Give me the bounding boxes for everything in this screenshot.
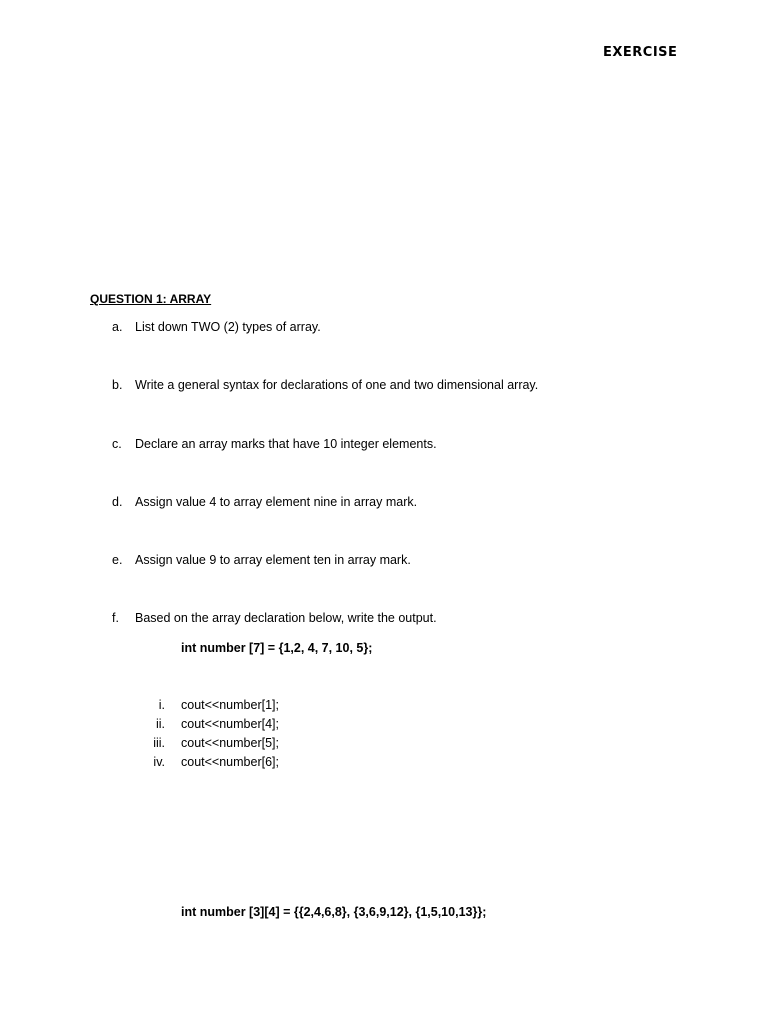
code-two-dimensional-declaration: int number [3][4] = {{2,4,6,8}, {3,6,9,12}, {1,5,10,13}}; [181, 905, 487, 919]
question-item-marker: e. [112, 553, 123, 567]
code-one-dimensional-declaration: int number [7] = {1,2, 4, 7, 10, 5}; [181, 641, 373, 655]
question-item-a [112, 318, 321, 337]
question-item-c [112, 435, 437, 454]
sub-item-text: cout<<number[5]; [181, 736, 279, 750]
sub-item-text: cout<<number[6]; [181, 755, 279, 769]
question-item-text: Based on the array declaration below, write the output. [135, 611, 437, 625]
question-item-d [112, 493, 417, 512]
question-item-marker: a. [112, 320, 123, 334]
question-item-text: Assign value 9 to array element ten in array mark. [135, 553, 411, 567]
sub-item-text: cout<<number[1]; [181, 698, 279, 712]
question-item-f [112, 609, 437, 628]
sub-item-text: cout<<number[4]; [181, 717, 279, 731]
question-item-text: Write a general syntax for declarations of one and two dimensional array. [135, 378, 539, 392]
question-item-e [112, 551, 411, 570]
sub-item-marker: iii. [153, 736, 165, 750]
question-item-marker: c. [112, 437, 122, 451]
sub-item-i [140, 696, 279, 715]
sub-item-marker: iv. [153, 755, 165, 769]
sub-item-iv [140, 753, 279, 772]
question-item-marker: f. [112, 611, 119, 625]
question-item-marker: d. [112, 495, 123, 509]
sub-item-ii [140, 715, 279, 734]
question-item-marker: b. [112, 378, 123, 392]
question-item-b [112, 376, 538, 395]
page-header-title: EXERCISE [603, 45, 678, 60]
question-item-text: Declare an array marks that have 10 integer elements. [135, 437, 437, 451]
question-1-heading: QUESTION 1: ARRAY [90, 292, 212, 306]
question-item-text: List down TWO (2) types of array. [135, 320, 321, 334]
question-item-text: Assign value 4 to array element nine in array mark. [135, 495, 418, 509]
sub-item-iii [140, 734, 279, 753]
sub-item-marker: ii. [155, 717, 165, 731]
sub-item-marker: i. [158, 698, 165, 712]
